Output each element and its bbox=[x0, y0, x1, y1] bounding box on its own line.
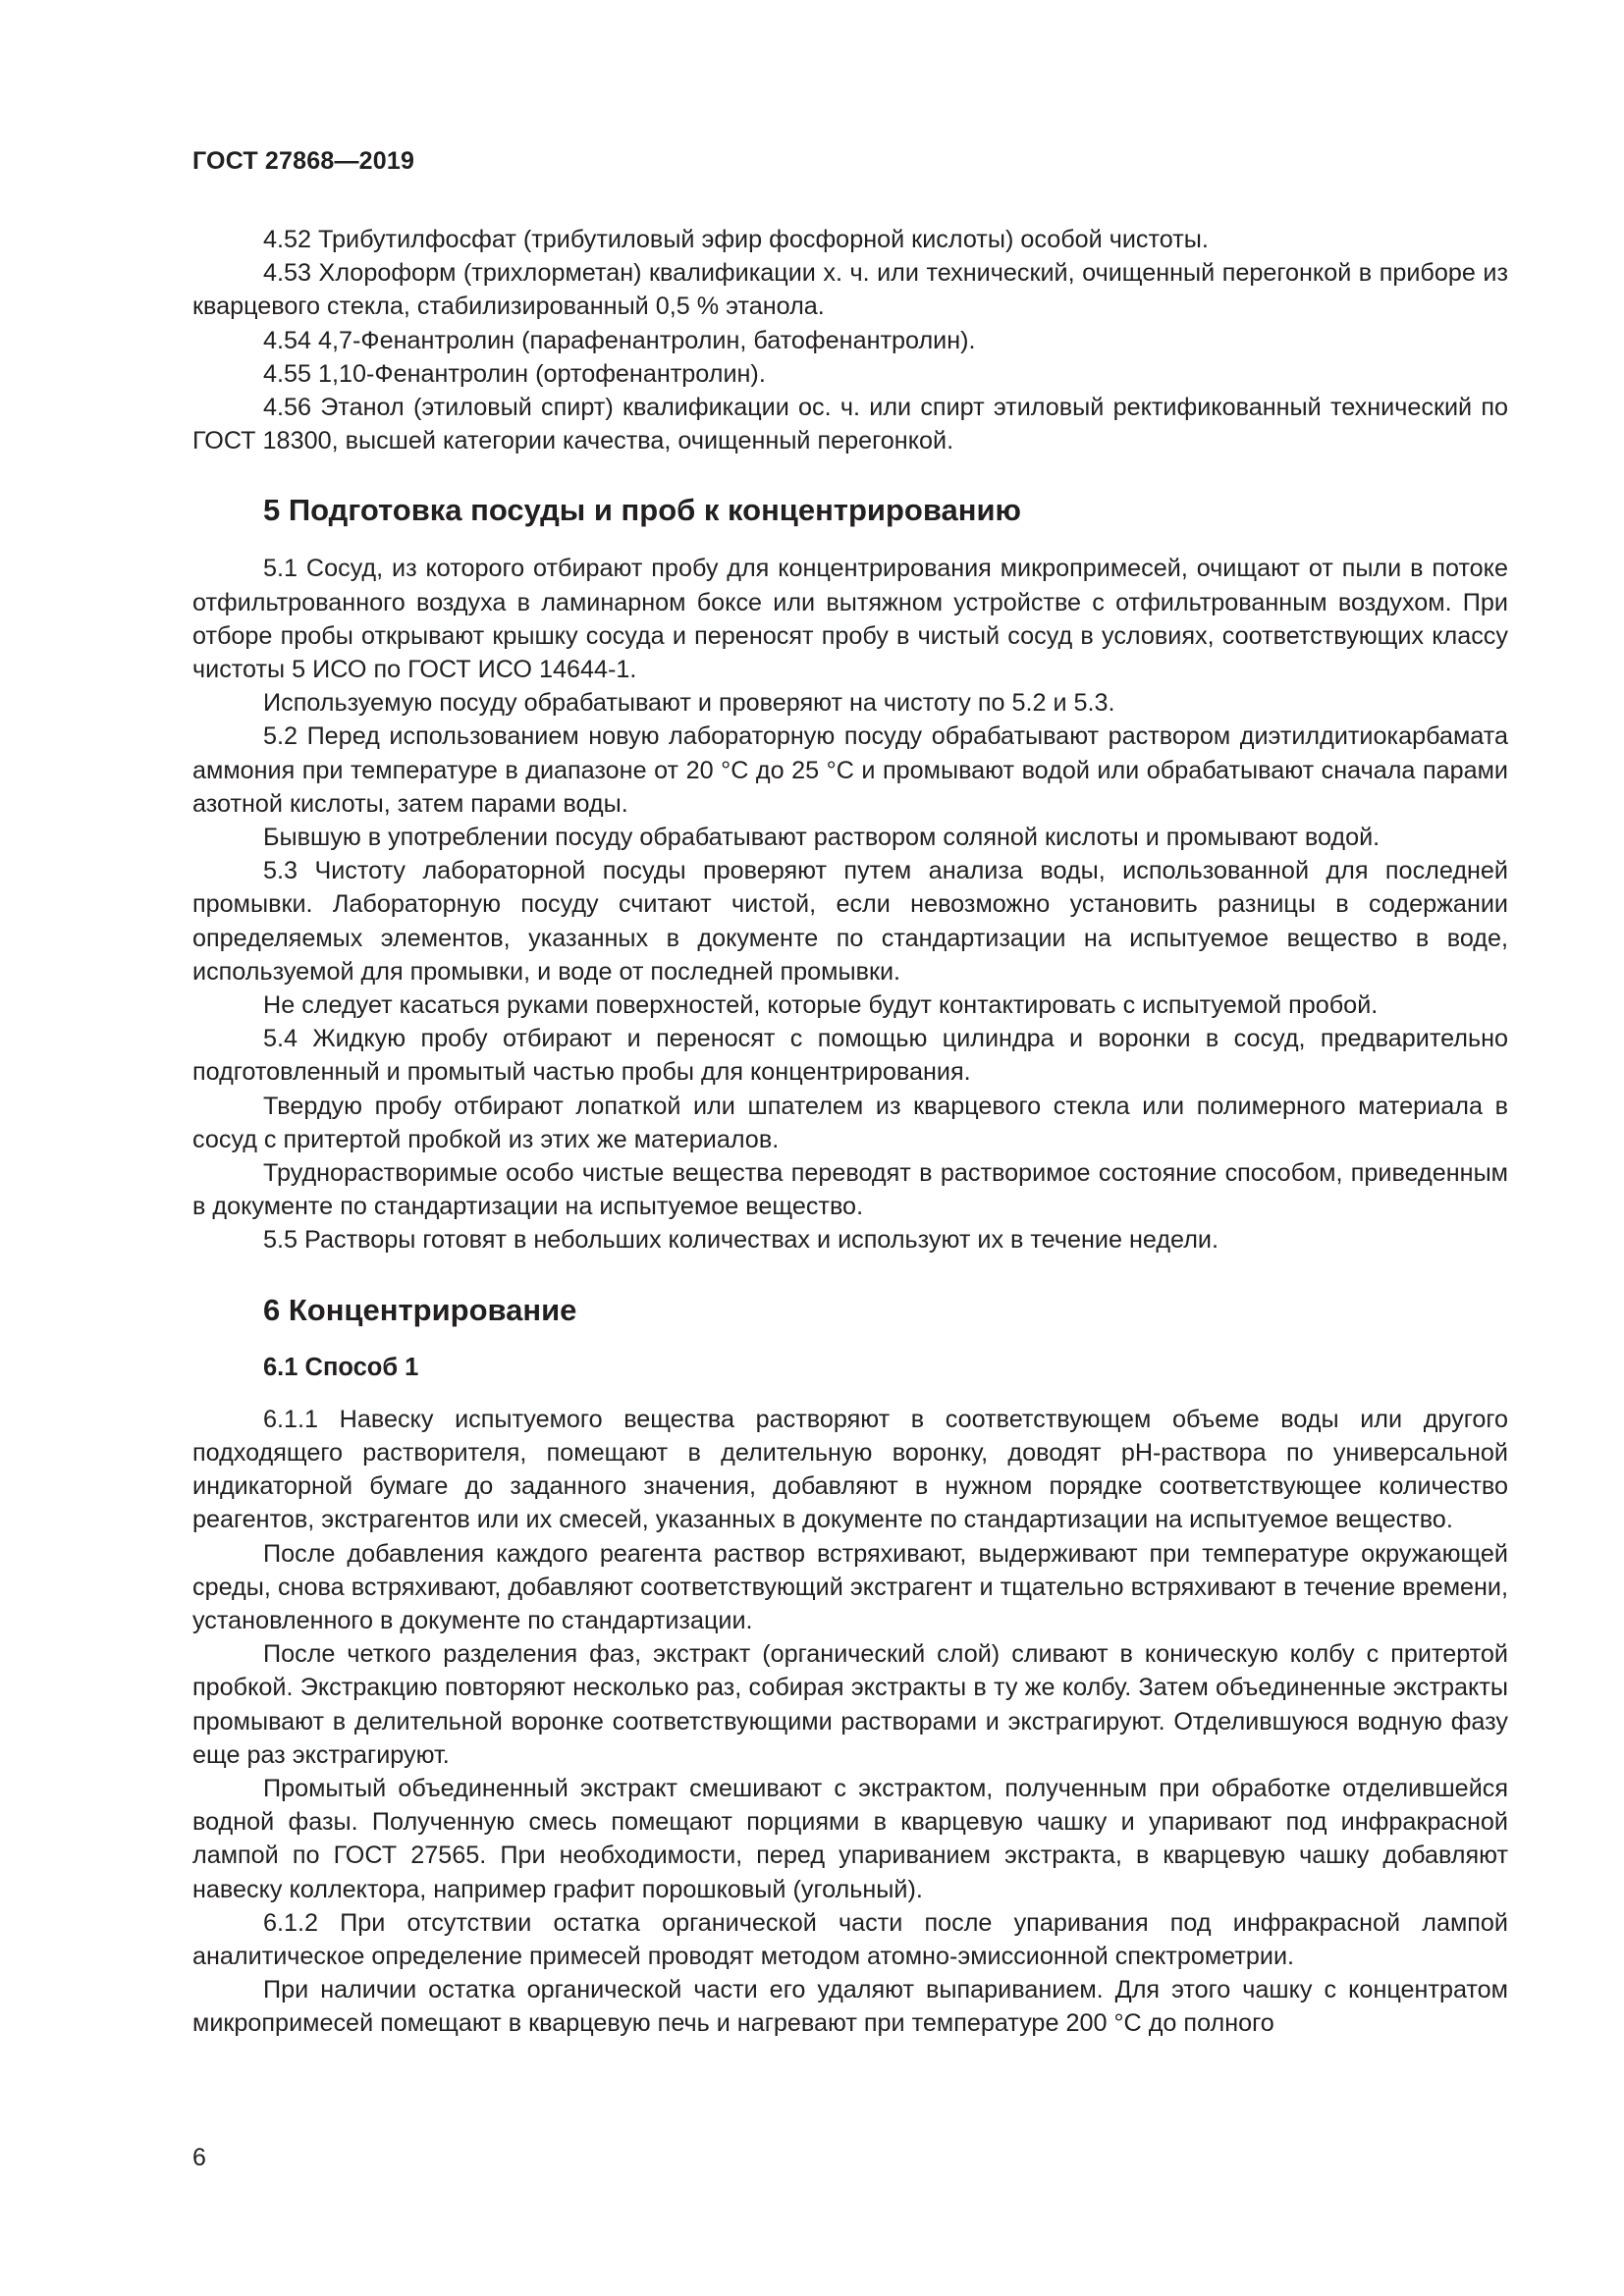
clause-4-56: 4.56 Этанол (этиловый спирт) квалификации ос. ч. или спирт этиловый ректификованный технический по ГОСТ 18300, высшей категории качества, очищенный перегонкой. bbox=[192, 394, 1508, 455]
clause-4-52: 4.52 Трибутилфосфат (трибутиловый эфир фосфорной кислоты) особой чистоты. bbox=[263, 226, 1209, 253]
paragraph: Промытый объединенный экстракт смешивают с экстрактом, полученным при обработке отделившейся водной фазы. Полученную смесь помещают порциями в кварцевую чашку и упаривают под инфракрасной лампой по ГОСТ 27565. При необходимости, перед упариванием экстракта, в кварцевую чашку добавляют навеску коллектора, например графит порошковый (угольный). bbox=[192, 1774, 1508, 1903]
paragraph: Твердую пробу отбирают лопаткой или шпателем из кварцевого стекла или полимерного материала в сосуд с притертой пробкой из этих же материалов. bbox=[192, 1092, 1508, 1153]
paragraph: Труднорастворимые особо чистые вещества переводят в растворимое состояние способом, приведенным в документе по стандартизации на испытуемое вещество. bbox=[192, 1159, 1508, 1221]
clause-6-1-2: 6.1.2 При отсутствии остатка органической части после упаривания под инфракрасной лампой аналитическое определение примесей проводят методом атомно-эмиссионной спектрометрии. bbox=[192, 1908, 1508, 1970]
clause-4-53: 4.53 Хлороформ (трихлорметан) квалификации х. ч. или технический, очищенный перегонкой в приборе из кварцевого стекла, стабилизированный 0,5 % этанола. bbox=[192, 259, 1508, 321]
clause-6-1-1: 6.1.1 Навеску испытуемого вещества растворяют в соответствующем объеме воды или другого подходящего растворителя, помещают в делительную воронку, доводят рН-раствора по универсальной индикаторной бумаге до заданного значения, добавляют в нужном порядке соответствующее количество реагентов, экстрагентов или их смесей, указанных в документе по стандартизации на испытуемое вещество. bbox=[192, 1405, 1508, 1534]
clause-5-5: 5.5 Растворы готовят в небольших количествах и используют их в течение недели. bbox=[263, 1226, 1218, 1255]
paragraph: После четкого разделения фаз, экстракт (органический слой) сливают в коническую колбу с притертой пробкой. Экстракцию повторяют несколько раз, собирая экстракты в ту же колбу. Затем объединенные экстракты промывают в делительной воронке соответствующими растворами и экстрагируют. Отделившуюся водную фазу еще раз экстрагируют. bbox=[192, 1640, 1508, 1769]
clause-5-1: 5.1 Сосуд, из которого отбирают пробу для концентрирования микропримесей, очищают от пыли в потоке отфильтрованного воздуха в ламинарном боксе или вытяжном устройстве с отфильтрованным воздухом. При отборе пробы открывают крышку сосуда и переносят пробу в чистый сосуд в условиях, соответствующих классу чистоты 5 ИСО по ГОСТ ИСО 14644-1. bbox=[192, 555, 1508, 684]
paragraph: После добавления каждого реагента раствор встряхивают, выдерживают при температуре окружающей среды, снова встряхивают, добавляют соответствующий экстрагент и тщательно встряхивают в течение времени, установленного в документе по стандартизации. bbox=[192, 1539, 1508, 1634]
page-number: 6 bbox=[192, 2144, 206, 2171]
clause-5-4: 5.4 Жидкую пробу отбирают и переносят с помощью цилиндра и воронки в сосуд, предварительно подготовленный и промытый частью пробы для концентрирования. bbox=[192, 1025, 1508, 1087]
paragraph: Бывшую в употреблении посуду обрабатывают раствором соляной кислоты и промывают водой. bbox=[263, 824, 1380, 852]
section-5-heading: 5 Подготовка посуды и проб к концентрированию bbox=[263, 493, 1022, 528]
document-code-header: ГОСТ 27868—2019 bbox=[192, 147, 415, 175]
clause-4-55: 4.55 1,10-Фенантролин (ортофенантролин). bbox=[263, 359, 766, 388]
clause-5-2: 5.2 Перед использованием новую лабораторную посуду обрабатывают раствором диэтилдитиокарбамата аммония при температуре в диапазоне от 20 °С до 25 °С и промывают водой или обрабатывают сначала парами азотной кислоты, затем парами воды. bbox=[192, 722, 1508, 818]
section-6-heading: 6 Концентрирование bbox=[263, 1292, 577, 1327]
subsection-6-1-heading: 6.1 Способ 1 bbox=[263, 1353, 419, 1381]
clause-5-3: 5.3 Чистоту лабораторной посуды проверяют путем анализа воды, использованной для последней промывки. Лабораторную посуду считают чистой, если невозможно установить разницы в содержании определяемых элементов, указанных в документе по стандартизации на испытуемое вещество в воде, используемой для промывки, и воде от последней промывки. bbox=[192, 857, 1508, 986]
paragraph: При наличии остатка органической части его удаляют выпариванием. Для этого чашку с концентратом микропримесей помещают в кварцевую печь и нагревают при температуре 200 °С до полного bbox=[192, 1976, 1508, 2038]
paragraph: Не следует касаться руками поверхностей, которые будут контактировать с испытуемой пробой. bbox=[263, 991, 1379, 1020]
clause-4-54: 4.54 4,7-Фенантролин (парафенантролин, батофенантролин). bbox=[263, 326, 976, 354]
document-page bbox=[192, 147, 1508, 2041]
paragraph: Используемую посуду обрабатывают и проверяют на чистоту по 5.2 и 5.3. bbox=[263, 689, 1115, 718]
